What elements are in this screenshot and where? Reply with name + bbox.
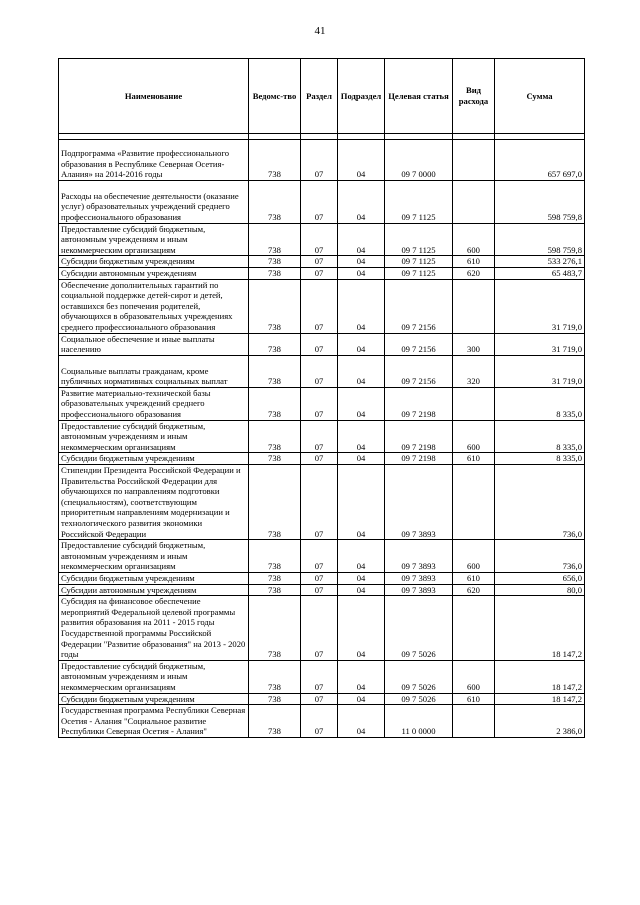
cell-section: 07 [301,333,338,355]
cell-amount: 8 335,0 [495,420,585,453]
cell-expense-type: 600 [453,660,495,693]
cell-target: 09 7 1125 [385,256,453,268]
table-row [59,355,585,387]
cell-expense-type: 610 [453,453,495,465]
cell-expense-type: 610 [453,256,495,268]
cell-name: Подпрограмма «Развитие профессионального образования в Республике Северная Осетия-Алания» на 2014-2016 годы [59,140,249,181]
cell-subsection: 04 [338,267,385,279]
cell-department: 738 [249,387,301,420]
table-row [59,465,585,540]
cell-target: 09 7 3893 [385,584,453,596]
cell-name: Предоставление субсидий бюджетным, автономным учреждениям и иным некоммерческим организациям [59,660,249,693]
cell-section: 07 [301,420,338,453]
cell-target: 09 7 1125 [385,267,453,279]
cell-subsection: 04 [338,223,385,256]
cell-expense-type: 610 [453,572,495,584]
cell-department: 738 [249,572,301,584]
cell-section: 07 [301,355,338,387]
header-target: Целевая статья [385,59,453,134]
cell-section: 07 [301,180,338,223]
cell-amount: 736,0 [495,465,585,540]
table-row [59,223,585,256]
cell-section: 07 [301,279,338,333]
cell-amount: 18 147,2 [495,660,585,693]
cell-subsection: 04 [338,333,385,355]
cell-subsection: 04 [338,660,385,693]
table-row [59,267,585,279]
table-row [59,705,585,738]
cell-name: Социальное обеспечение и иные выплаты населению [59,333,249,355]
header-subsection: Подраздел [338,59,385,134]
cell-name: Предоставление субсидий бюджетным, автономным учреждениям и иным некоммерческим организациям [59,223,249,256]
cell-name: Субсидии автономным учреждениям [59,584,249,596]
cell-department: 738 [249,705,301,738]
cell-subsection: 04 [338,572,385,584]
cell-subsection: 04 [338,387,385,420]
cell-expense-type: 600 [453,420,495,453]
cell-amount: 657 697,0 [495,140,585,181]
cell-department: 738 [249,333,301,355]
cell-department: 738 [249,596,301,661]
cell-target: 09 7 2198 [385,420,453,453]
cell-amount: 2 386,0 [495,705,585,738]
cell-section: 07 [301,387,338,420]
table-row [59,387,585,420]
cell-section: 07 [301,660,338,693]
cell-target: 09 7 5026 [385,693,453,705]
cell-section: 07 [301,453,338,465]
table-row [59,584,585,596]
cell-subsection: 04 [338,279,385,333]
cell-amount: 80,0 [495,584,585,596]
header-department: Ведомс-тво [249,59,301,134]
cell-target: 09 7 2198 [385,453,453,465]
table-row [59,140,585,181]
cell-subsection: 04 [338,693,385,705]
cell-subsection: 04 [338,420,385,453]
cell-amount: 598 759,8 [495,223,585,256]
cell-amount: 8 335,0 [495,387,585,420]
cell-department: 738 [249,420,301,453]
table-row [59,279,585,333]
cell-amount: 736,0 [495,540,585,573]
cell-name: Развитие материально-технической базы образовательных учреждений среднего профессионального образования [59,387,249,420]
header-name: Наименование [59,59,249,134]
cell-section: 07 [301,223,338,256]
cell-amount: 31 719,0 [495,333,585,355]
cell-target: 09 7 5026 [385,660,453,693]
cell-amount: 656,0 [495,572,585,584]
cell-name: Обеспечение дополнительных гарантий по социальной поддержке детей-сирот и детей, оставшихся без попечения родителей, обучающихся в образовательных учреждениях среднего профессионального образования [59,279,249,333]
cell-name: Социальные выплаты гражданам, кроме публичных нормативных социальных выплат [59,355,249,387]
cell-expense-type [453,279,495,333]
budget-table [58,58,585,738]
cell-amount: 598 759,8 [495,180,585,223]
cell-name: Предоставление субсидий бюджетным, автономным учреждениям и иным некоммерческим организациям [59,420,249,453]
table-row [59,572,585,584]
cell-subsection: 04 [338,180,385,223]
cell-name: Субсидии бюджетным учреждениям [59,572,249,584]
cell-expense-type [453,180,495,223]
cell-amount: 65 483,7 [495,267,585,279]
cell-expense-type [453,140,495,181]
cell-section: 07 [301,596,338,661]
cell-expense-type [453,596,495,661]
cell-target: 09 7 3893 [385,540,453,573]
cell-department: 738 [249,660,301,693]
cell-expense-type: 620 [453,267,495,279]
table-row [59,660,585,693]
cell-department: 738 [249,584,301,596]
cell-section: 07 [301,256,338,268]
cell-subsection: 04 [338,355,385,387]
cell-expense-type: 610 [453,693,495,705]
cell-department: 738 [249,355,301,387]
cell-subsection: 04 [338,584,385,596]
cell-section: 07 [301,540,338,573]
cell-subsection: 04 [338,596,385,661]
cell-target: 09 7 3893 [385,572,453,584]
cell-expense-type: 620 [453,584,495,596]
cell-target: 09 7 5026 [385,596,453,661]
header-section: Раздел [301,59,338,134]
cell-name: Стипендии Президента Российской Федерации и Правительства Российской Федерации для обучающихся по направлениям подготовки (специальностям), соответствующим приоритетным направлениям модернизации и технологического развития экономики Российской Федерации [59,465,249,540]
cell-amount: 533 276,1 [495,256,585,268]
table-body [59,134,585,738]
cell-section: 07 [301,267,338,279]
table-row [59,420,585,453]
cell-name: Предоставление субсидий бюджетным, автономным учреждениям и иным некоммерческим организациям [59,540,249,573]
cell-amount: 31 719,0 [495,355,585,387]
cell-target: 09 7 2156 [385,279,453,333]
cell-target: 11 0 0000 [385,705,453,738]
cell-name: Субсидии бюджетным учреждениям [59,693,249,705]
page-number: 41 [314,25,326,37]
table-header-row [59,59,585,134]
cell-target: 09 7 0000 [385,140,453,181]
cell-target: 09 7 3893 [385,465,453,540]
cell-section: 07 [301,140,338,181]
cell-target: 09 7 1125 [385,180,453,223]
cell-expense-type [453,387,495,420]
cell-department: 738 [249,453,301,465]
cell-subsection: 04 [338,256,385,268]
cell-department: 738 [249,223,301,256]
cell-expense-type: 600 [453,223,495,256]
cell-subsection: 04 [338,140,385,181]
cell-target: 09 7 2156 [385,333,453,355]
cell-section: 07 [301,693,338,705]
table-row [59,333,585,355]
cell-department: 738 [249,140,301,181]
cell-department: 738 [249,540,301,573]
header-expense-type: Вид расхода [453,59,495,134]
cell-department: 738 [249,279,301,333]
cell-expense-type: 300 [453,333,495,355]
cell-expense-type [453,465,495,540]
cell-name: Расходы на обеспечение деятельности (оказание услуг) образовательных учреждений среднего профессионального образования [59,180,249,223]
cell-section: 07 [301,705,338,738]
cell-expense-type: 600 [453,540,495,573]
cell-target: 09 7 1125 [385,223,453,256]
cell-section: 07 [301,465,338,540]
cell-subsection: 04 [338,453,385,465]
cell-amount: 18 147,2 [495,693,585,705]
cell-department: 738 [249,267,301,279]
table-row [59,540,585,573]
cell-subsection: 04 [338,705,385,738]
table-row [59,453,585,465]
cell-department: 738 [249,465,301,540]
cell-subsection: 04 [338,540,385,573]
cell-department: 738 [249,256,301,268]
table-row [59,693,585,705]
table-row [59,256,585,268]
cell-name: Субсидии бюджетным учреждениям [59,453,249,465]
cell-section: 07 [301,572,338,584]
cell-amount: 18 147,2 [495,596,585,661]
cell-amount: 31 719,0 [495,279,585,333]
cell-name: Субсидия на финансовое обеспечение мероприятий Федеральной целевой программы развития образования на 2011 - 2015 годы Государственной программы Российской Федерации "Развитие образования" на 2013 - 2020 годы [59,596,249,661]
cell-name: Субсидии бюджетным учреждениям [59,256,249,268]
table-row [59,596,585,661]
cell-name: Субсидии автономным учреждениям [59,267,249,279]
cell-department: 738 [249,693,301,705]
cell-subsection: 04 [338,465,385,540]
cell-department: 738 [249,180,301,223]
cell-target: 09 7 2156 [385,355,453,387]
cell-section: 07 [301,584,338,596]
cell-amount: 8 335,0 [495,453,585,465]
cell-target: 09 7 2198 [385,387,453,420]
table-row [59,180,585,223]
cell-expense-type [453,705,495,738]
header-amount: Сумма [495,59,585,134]
cell-name: Государственная программа Республики Северная Осетия - Алания "Социальное развитие Республики Северная Осетия - Алания" [59,705,249,738]
cell-expense-type: 320 [453,355,495,387]
